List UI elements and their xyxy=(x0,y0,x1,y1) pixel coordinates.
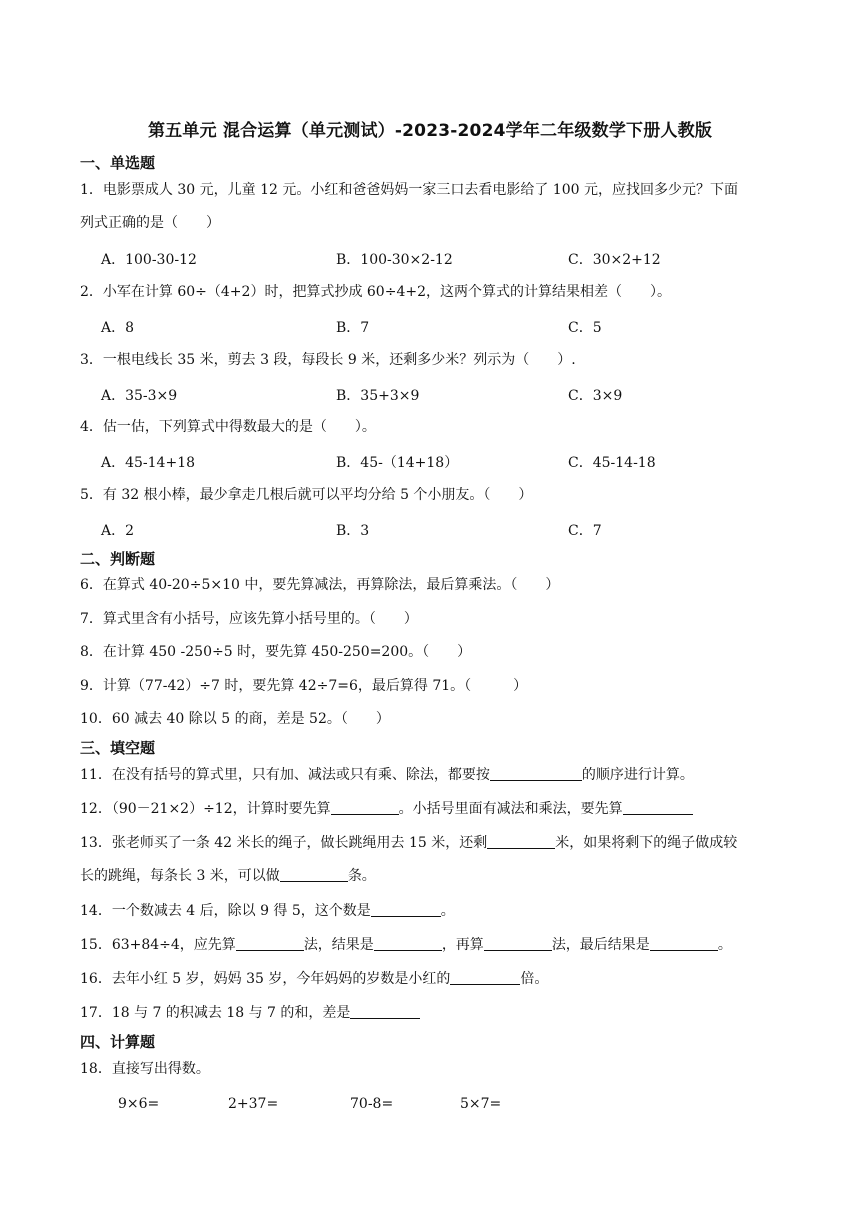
question-17-text-1: 17．18 与 7 的积减去 18 与 7 的和，差是 xyxy=(80,1005,351,1021)
answer-blank[interactable] xyxy=(484,936,552,951)
answer-blank[interactable] xyxy=(650,936,718,951)
question-18: 18．直接写出得数。 xyxy=(80,1061,210,1077)
calc-item: 5×7= xyxy=(460,1096,502,1112)
question-5: 5．有 32 根小棒，最少拿走几根后就可以平均分给 5 个小朋友。（ ） xyxy=(80,487,533,503)
question-13-line-1 xyxy=(80,833,737,853)
question-14-text-2: 。 xyxy=(440,903,455,919)
question-3-option-c: C．3×9 xyxy=(568,388,623,404)
question-1-option-a: A．100-30-12 xyxy=(101,252,197,268)
question-11-text-2: 的顺序进行计算。 xyxy=(581,767,694,783)
question-3-option-a: A．35-3×9 xyxy=(101,388,178,404)
section-heading-fill-blank: 三、填空题 xyxy=(80,739,156,757)
question-8: 8．在计算 450 -250÷5 时，要先算 450-250=200。（ ） xyxy=(80,644,472,660)
question-4-option-a: A．45-14+18 xyxy=(101,455,196,471)
question-12-text-2: 。小括号里面有减法和乘法，要先算 xyxy=(398,801,623,817)
question-5-option-a: A．2 xyxy=(101,523,135,539)
calc-item: 9×6= xyxy=(118,1096,160,1112)
question-1-line-1: 1．电影票成人 30 元，儿童 12 元。小红和爸爸妈妈一家三口去看电影给了 100 元，应找回多少元？下面 xyxy=(80,182,738,198)
answer-blank[interactable] xyxy=(236,936,304,951)
question-3: 3．一根电线长 35 米，剪去 3 段，每段长 9 米，还剩多少米？列示为（ ）. xyxy=(80,352,576,368)
question-1-option-c: C．30×2+12 xyxy=(568,252,661,268)
section-heading-true-false: 二、判断题 xyxy=(80,550,156,568)
section-heading-single-choice: 一、单选题 xyxy=(80,154,156,172)
answer-blank[interactable] xyxy=(623,800,693,815)
question-4-option-b: B．45-（14+18） xyxy=(336,455,459,471)
question-4: 4．估一估，下列算式中得数最大的是（ ）。 xyxy=(80,419,376,435)
question-16-text-1: 16．去年小红 5 岁，妈妈 35 岁，今年妈妈的岁数是小红的 xyxy=(80,971,451,987)
question-7: 7．算式里含有小括号，应该先算小括号里的。（ ） xyxy=(80,611,418,627)
page-title: 第五单元 混合运算（单元测试）-2023-2024学年二年级数学下册人教版 xyxy=(147,121,713,141)
answer-blank[interactable] xyxy=(371,902,441,917)
answer-blank[interactable] xyxy=(490,766,582,781)
question-2-option-b: B．7 xyxy=(336,320,370,336)
question-5-option-c: C．7 xyxy=(568,523,602,539)
question-15-text-2: 法，结果是 xyxy=(303,937,374,953)
question-5-option-b: B．3 xyxy=(336,523,370,539)
answer-blank[interactable] xyxy=(374,936,442,951)
question-12 xyxy=(80,799,693,819)
question-14-text-1: 14．一个数减去 4 后，除以 9 得 5，这个数是 xyxy=(80,903,371,919)
answer-blank[interactable] xyxy=(331,800,399,815)
answer-blank[interactable] xyxy=(450,970,520,985)
question-12-text-1: 12．（90－21×2）÷12，计算时要先算 xyxy=(80,801,331,817)
question-13-text-3: 长的跳绳，每条长 3 米，可以做 xyxy=(80,868,280,884)
question-11-text-1: 11．在没有括号的算式里，只有加、减法或只有乘、除法，都要按 xyxy=(80,767,490,783)
question-9: 9．计算（77-42）÷7 时，要先算 42÷7=6，最后算得 71。（ ） xyxy=(80,678,528,694)
question-14 xyxy=(80,901,455,921)
question-6: 6．在算式 40-20÷5×10 中，要先算减法，再算除法，最后算乘法。（ ） xyxy=(80,577,560,593)
question-11 xyxy=(80,765,694,785)
section-heading-calculation: 四、计算题 xyxy=(80,1033,156,1051)
question-13-text-1: 13．张老师买了一条 42 米长的绳子，做长跳绳用去 15 米，还剩 xyxy=(80,835,488,851)
question-16-text-2: 倍。 xyxy=(520,971,549,987)
calc-item: 2+37= xyxy=(228,1096,279,1112)
question-13-text-4: 条。 xyxy=(347,868,376,884)
question-15-text-3: ，再算 xyxy=(441,937,484,953)
question-16 xyxy=(80,969,548,989)
answer-blank[interactable] xyxy=(280,867,348,882)
question-1-line-2: 列式正确的是（ ） xyxy=(80,215,220,231)
answer-blank[interactable] xyxy=(350,1004,420,1019)
calc-item: 70-8= xyxy=(350,1096,394,1112)
question-13-text-2: 米，如果将剩下的绳子做成较 xyxy=(555,835,738,851)
question-3-option-b: B．35+3×9 xyxy=(336,388,420,404)
question-4-option-c: C．45-14-18 xyxy=(568,455,656,471)
question-2: 2．小军在计算 60÷（4+2）时，把算式抄成 60÷4+2，这两个算式的计算结果相差（ ）。 xyxy=(80,284,671,300)
question-1-option-b: B．100-30×2-12 xyxy=(336,252,453,268)
question-17 xyxy=(80,1003,420,1023)
question-13-line-2 xyxy=(80,866,376,886)
question-10: 10．60 减去 40 除以 5 的商，差是 52。（ ） xyxy=(80,711,390,727)
question-15-text-5: 。 xyxy=(717,937,732,953)
answer-blank[interactable] xyxy=(487,834,555,849)
question-15-text-4: 法，最后结果是 xyxy=(551,937,650,953)
question-2-option-c: C．5 xyxy=(568,320,602,336)
question-15-text-1: 15．63+84÷4，应先算 xyxy=(80,937,236,953)
question-15 xyxy=(80,935,732,955)
question-2-option-a: A．8 xyxy=(101,320,135,336)
